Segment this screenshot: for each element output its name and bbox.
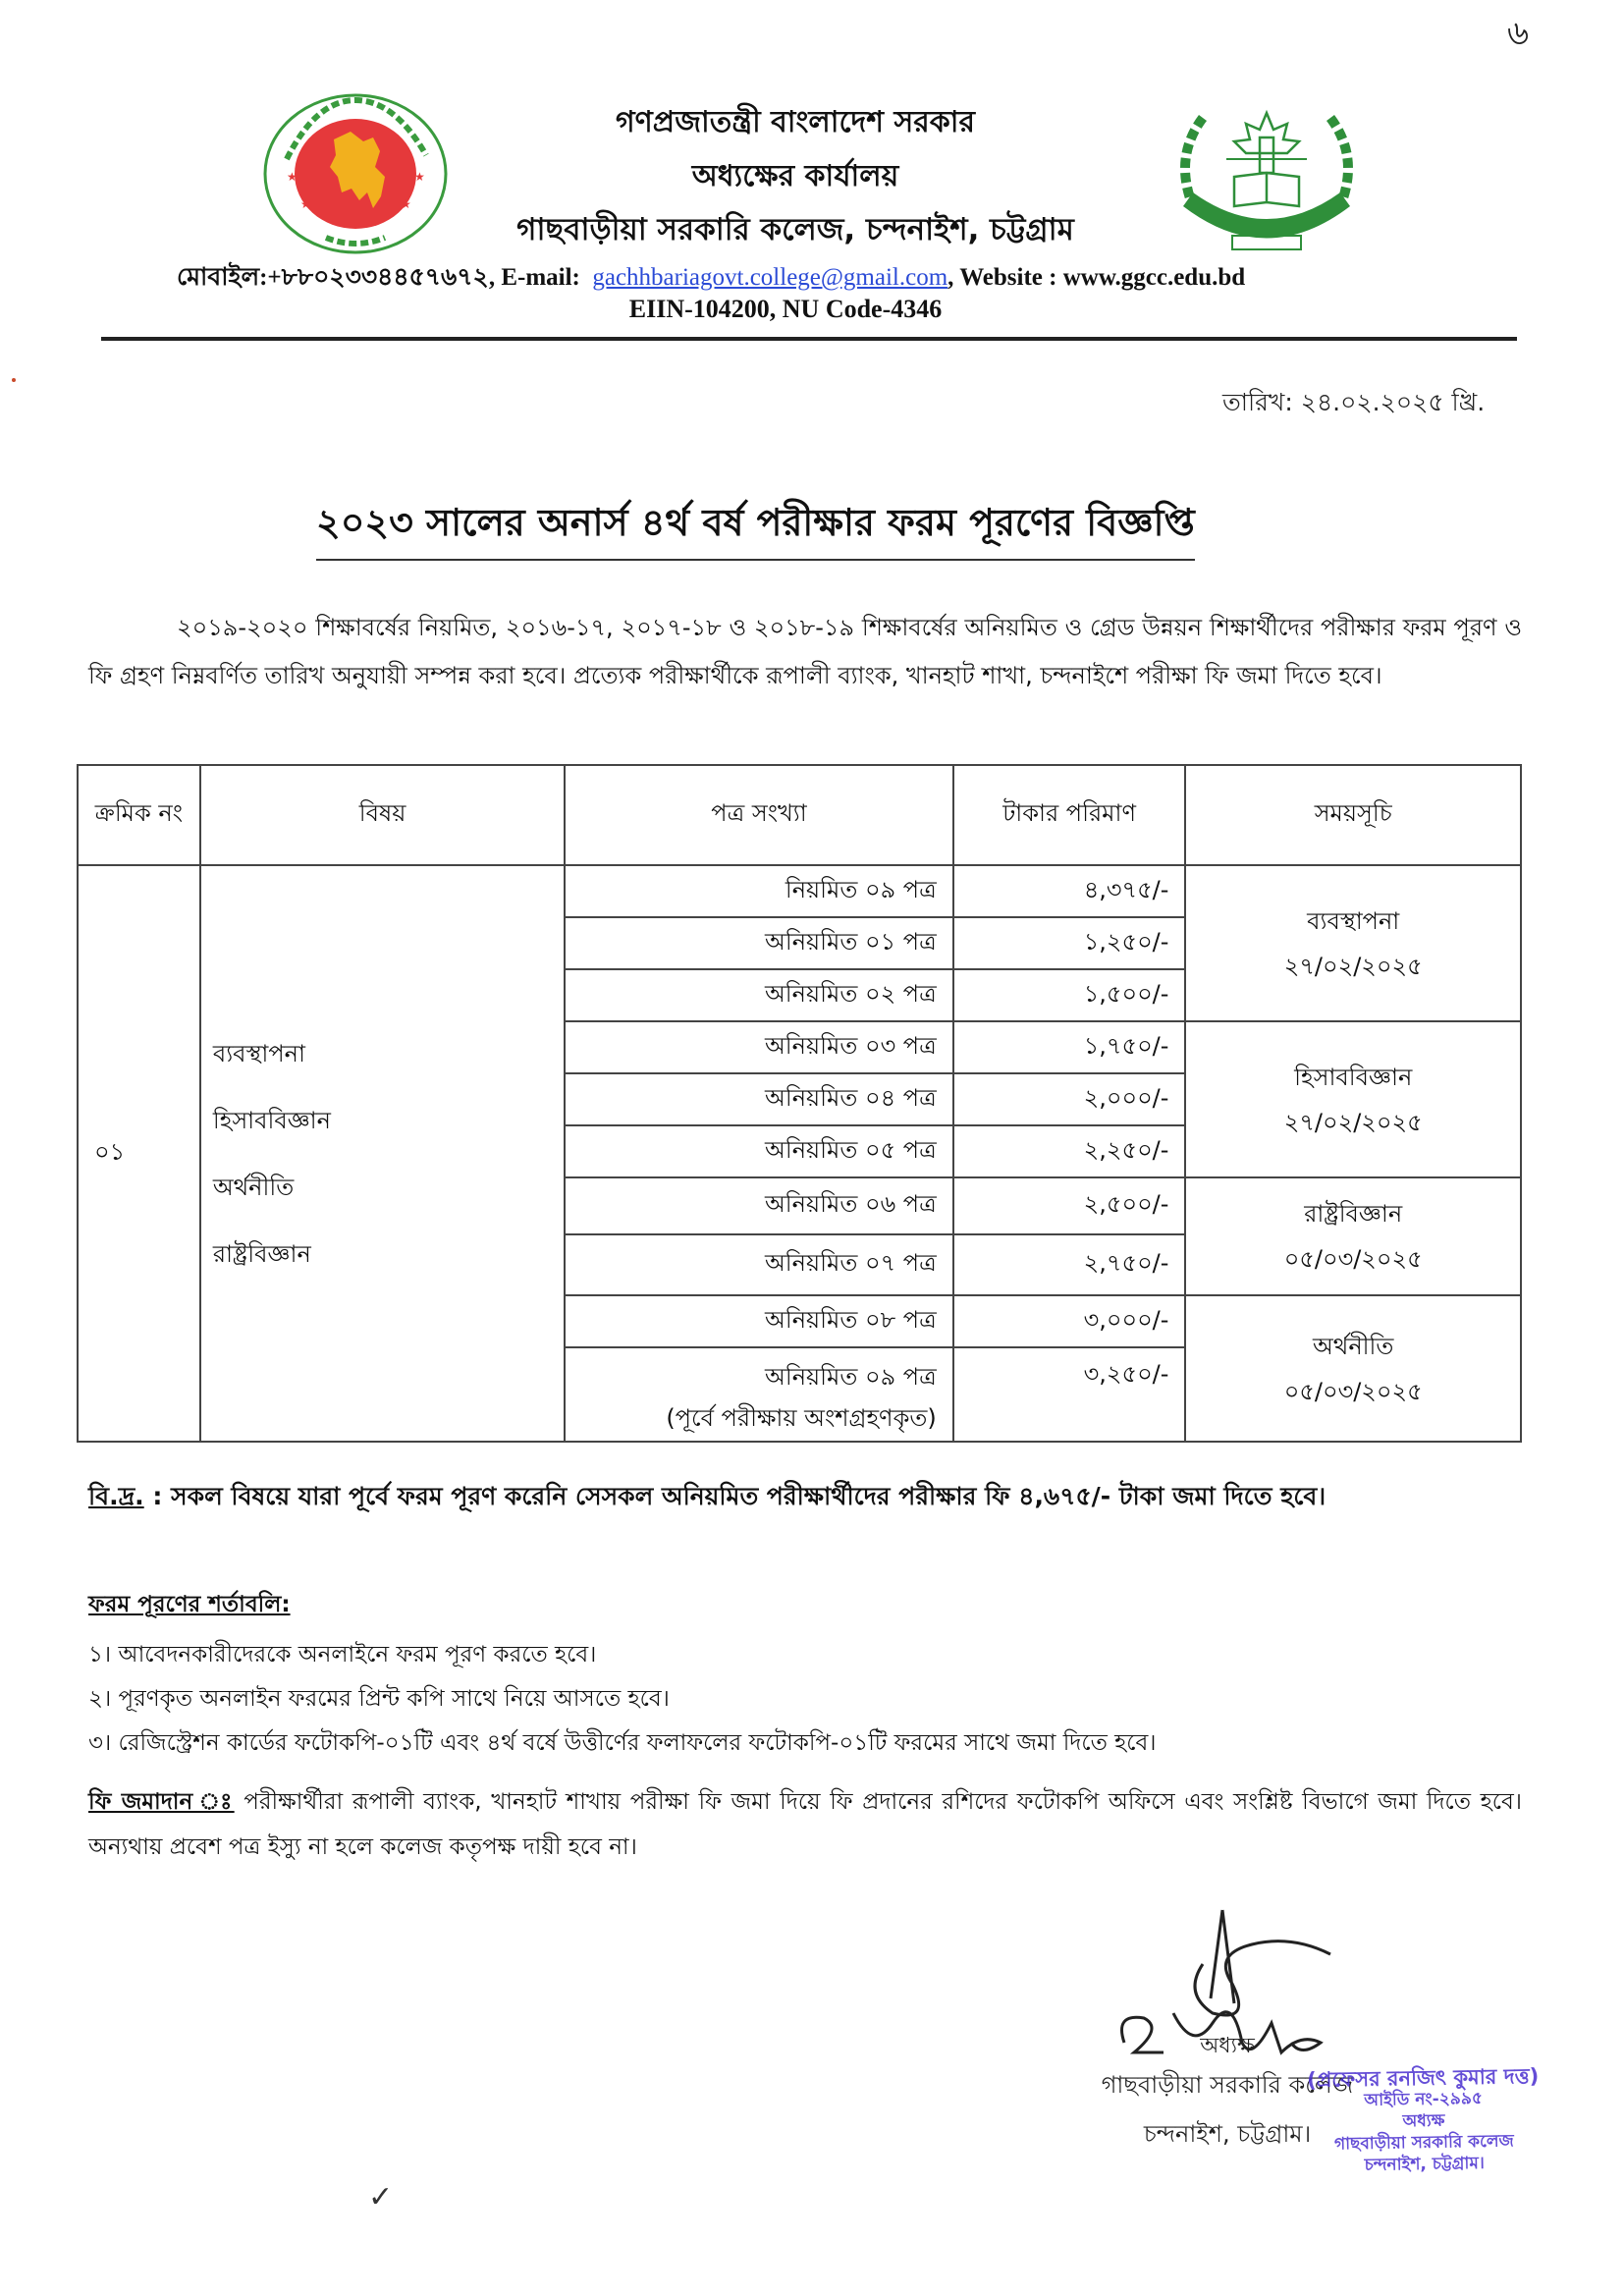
amount-cell: ১,৭৫০/- — [953, 1021, 1186, 1073]
condition-item: ৩। রেজিস্ট্রেশন কার্ডের ফটোকপি-০১টি এবং ৪র্থ বর্ষে উত্তীর্ণের ফলাফলের ফটোকপি-০১টি ফরমের সাথে জমা দিতে হবে। — [88, 1730, 1157, 1756]
fee-deposit-paragraph — [88, 1779, 1522, 1870]
papers-cell: অনিয়মিত ০৮ পত্র — [565, 1295, 952, 1347]
subject-item: ব্যবস্থাপনা — [212, 1039, 305, 1067]
header-divider — [101, 337, 1517, 341]
subject-item: রাষ্ট্রবিজ্ঞান — [212, 1239, 311, 1268]
schedule-cell — [1185, 1021, 1521, 1177]
amount-cell: ৩,২৫০/- — [953, 1347, 1186, 1442]
scan-speck — [12, 378, 16, 382]
papers-label: অনিয়মিত ০৯ পত্র — [765, 1363, 937, 1391]
papers-cell — [565, 1347, 952, 1442]
amount-cell: ২,৭৫০/- — [953, 1234, 1186, 1295]
website-label: , Website : — [947, 264, 1063, 291]
schedule-subject: অর্থনীতি — [1313, 1332, 1394, 1360]
header-papers: পত্র সংখ্যা — [565, 765, 952, 865]
college-name-line: গাছবাড়ীয়া সরকারি কলেজ, চন্দনাইশ, চট্টগ্রাম — [516, 212, 1074, 247]
header-schedule: সময়সূচি — [1185, 765, 1521, 865]
special-note — [88, 1473, 1522, 1520]
schedule-date: ২৭/০২/২০২৫ — [1283, 952, 1423, 980]
schedule-date: ০৫/০৩/২০২৫ — [1283, 1377, 1423, 1405]
header-serial: ক্রমিক নং — [78, 765, 200, 865]
header-amount: টাকার পরিমাণ — [953, 765, 1186, 865]
amount-cell: ২,২৫০/- — [953, 1125, 1186, 1177]
signatory-location: চন্দনাইশ, চট্টগ্রাম। — [1143, 2120, 1312, 2148]
papers-cell: অনিয়মিত ০১ পত্র — [565, 917, 952, 969]
subject-item: হিসাববিজ্ঞান — [212, 1106, 331, 1134]
amount-cell: ১,২৫০/- — [953, 917, 1186, 969]
subject-item: অর্থনীতি — [212, 1173, 295, 1201]
schedule-date: ২৭/০২/২০২৫ — [1283, 1108, 1423, 1136]
office-name-line: অধ্যক্ষের কার্যালয় — [691, 159, 899, 193]
amount-cell: ১,৫০০/- — [953, 969, 1186, 1021]
signatory-college: গাছবাড়ীয়া সরকারি কলেজ — [1101, 2071, 1354, 2099]
subject-cell — [200, 865, 565, 1442]
schedule-subject: রাষ্ট্রবিজ্ঞান — [1304, 1200, 1403, 1228]
conditions-title: ফরম পূরণের শর্তাবলি: — [88, 1592, 291, 1617]
fee-deposit-text: পরীক্ষার্থীরা রূপালী ব্যাংক, খানহাট শাখায় পরীক্ষা ফি জমা দিয়ে ফি প্রদানের রশিদের ফটোকপি অফিসে এবং সংশ্লিষ্ট বিভাগে জমা দিতে হবে। অন্যথায় প্রবেশ পত্র ইস্যু না হলে কলেজ কতৃপক্ষ দায়ী হবে না। — [88, 1789, 1522, 1860]
signatory-title: অধ্যক্ষ — [1200, 2034, 1255, 2058]
stamp-title: অধ্যক্ষ — [1402, 2110, 1445, 2132]
note-label: বি.দ্র. — [88, 1482, 144, 1510]
svg-text:★: ★ — [287, 170, 298, 184]
schedule-date: ০৫/০৩/২০২৫ — [1283, 1245, 1423, 1273]
website-link[interactable]: www.ggcc.edu.bd — [1062, 264, 1246, 291]
svg-text:★: ★ — [300, 197, 311, 211]
email-link[interactable]: gachhbariagovt.college@gmail.com — [592, 264, 948, 291]
email-label: , E-mail: — [488, 264, 580, 291]
papers-cell: অনিয়মিত ০৫ পত্র — [565, 1125, 952, 1177]
papers-cell: নিয়মিত ০৯ পত্র — [565, 865, 952, 917]
mobile-number: +৮৮০২৩৩৪৪৫৭৬৭২ — [267, 264, 489, 291]
serial-cell: ০১ — [78, 865, 200, 1442]
schedule-subject: ব্যবস্থাপনা — [1307, 906, 1400, 935]
schedule-cell — [1185, 865, 1521, 1021]
stamp-name: (প্রফেসর রনজিৎ কুমার দত্ত) — [1306, 2063, 1540, 2093]
fee-schedule-table — [77, 764, 1522, 1443]
papers-note: (পূর্বে পরীক্ষায় অংশগ্রহণকৃত) — [666, 1404, 937, 1432]
government-seal-logo — [257, 90, 454, 257]
amount-cell: ৩,০০০/- — [953, 1295, 1186, 1347]
intro-paragraph: ২০১৯-২০২০ শিক্ষাবর্ষের নিয়মিত, ২০১৬-১৭, ২০১৭-১৮ ও ২০১৮-১৯ শিক্ষাবর্ষের অনিয়মিত ও গ্রেড উন্নয়ন শিক্ষার্থীদের পরীক্ষার ফরম পূরণ ও ফি গ্রহণ নিম্নবর্ণিত তারিখ অনুযায়ী সম্পন্ন করা হবে। প্রত্যেক পরীক্ষার্থীকে রূপালী ব্যাংক, খানহাট শাখা, চন্দনাইশে পরীক্ষা ফি জমা দিতে হবে। — [88, 614, 1522, 689]
papers-cell: অনিয়মিত ০৭ পত্র — [565, 1234, 952, 1295]
papers-cell: অনিয়মিত ০৪ পত্র — [565, 1073, 952, 1125]
check-mark: ✓ — [368, 2180, 394, 2214]
papers-cell: অনিয়মিত ০২ পত্র — [565, 969, 952, 1021]
official-stamp — [1246, 2064, 1601, 2178]
stamp-location: চন্দনাইশ, চট্টগ্রাম। — [1364, 2153, 1486, 2176]
table-row — [78, 865, 1521, 917]
note-text: : সকল বিষয়ে যারা পূর্বে ফরম পূরণ করেনি সেসকল অনিয়মিত পরীক্ষার্থীদের পরীক্ষার ফি ৪,৬৭৫/- টাকা জমা দিতে হবে। — [143, 1482, 1326, 1510]
condition-item: ২। পূরণকৃত অনলাইন ফরমের প্রিন্ট কপি সাথে নিয়ে আসতে হবে। — [88, 1686, 670, 1712]
contact-line — [177, 257, 1453, 300]
conditions-list — [88, 1633, 1542, 1766]
schedule-cell — [1185, 1295, 1521, 1442]
amount-cell: ২,৫০০/- — [953, 1177, 1186, 1234]
college-emblem-logo — [1164, 98, 1370, 255]
org-name-line: গণপ্রজাতন্ত্রী বাংলাদেশ সরকার — [616, 105, 975, 139]
table-header-row — [78, 765, 1521, 865]
mobile-label: মোবাইল: — [177, 264, 268, 291]
schedule-cell — [1185, 1177, 1521, 1295]
page-number-mark: ৬ — [1507, 14, 1530, 53]
notice-title: ২০২৩ সালের অনার্স ৪র্থ বর্ষ পরীক্ষার ফরম পূরণের বিজ্ঞপ্তি — [316, 494, 1195, 561]
papers-cell: অনিয়মিত ০৬ পত্র — [565, 1177, 952, 1234]
stamp-id: আইডি নং-২৯৯৫ — [1364, 2088, 1484, 2111]
svg-text:★: ★ — [401, 197, 411, 211]
schedule-subject: হিসাববিজ্ঞান — [1294, 1063, 1413, 1091]
amount-cell: ৪,৩৭৫/- — [953, 865, 1186, 917]
header-subject: বিষয় — [200, 765, 565, 865]
fee-deposit-label: ফি জমাদান ঃ — [88, 1789, 235, 1815]
condition-item: ১। আবেদনকারীদেরকে অনলাইনে ফরম পূরণ করতে হবে। — [88, 1642, 597, 1667]
notice-date: তারিখ: ২৪.০২.২০২৫ খ্রি. — [1222, 388, 1486, 416]
amount-cell: ২,০০০/- — [953, 1073, 1186, 1125]
svg-text:★: ★ — [414, 170, 425, 184]
institution-codes: EIIN-104200, NU Code-4346 — [628, 295, 943, 323]
stamp-college: গাছবাড়ীয়া সরকারি কলেজ — [1333, 2131, 1514, 2155]
papers-cell: অনিয়মিত ০৩ পত্র — [565, 1021, 952, 1073]
